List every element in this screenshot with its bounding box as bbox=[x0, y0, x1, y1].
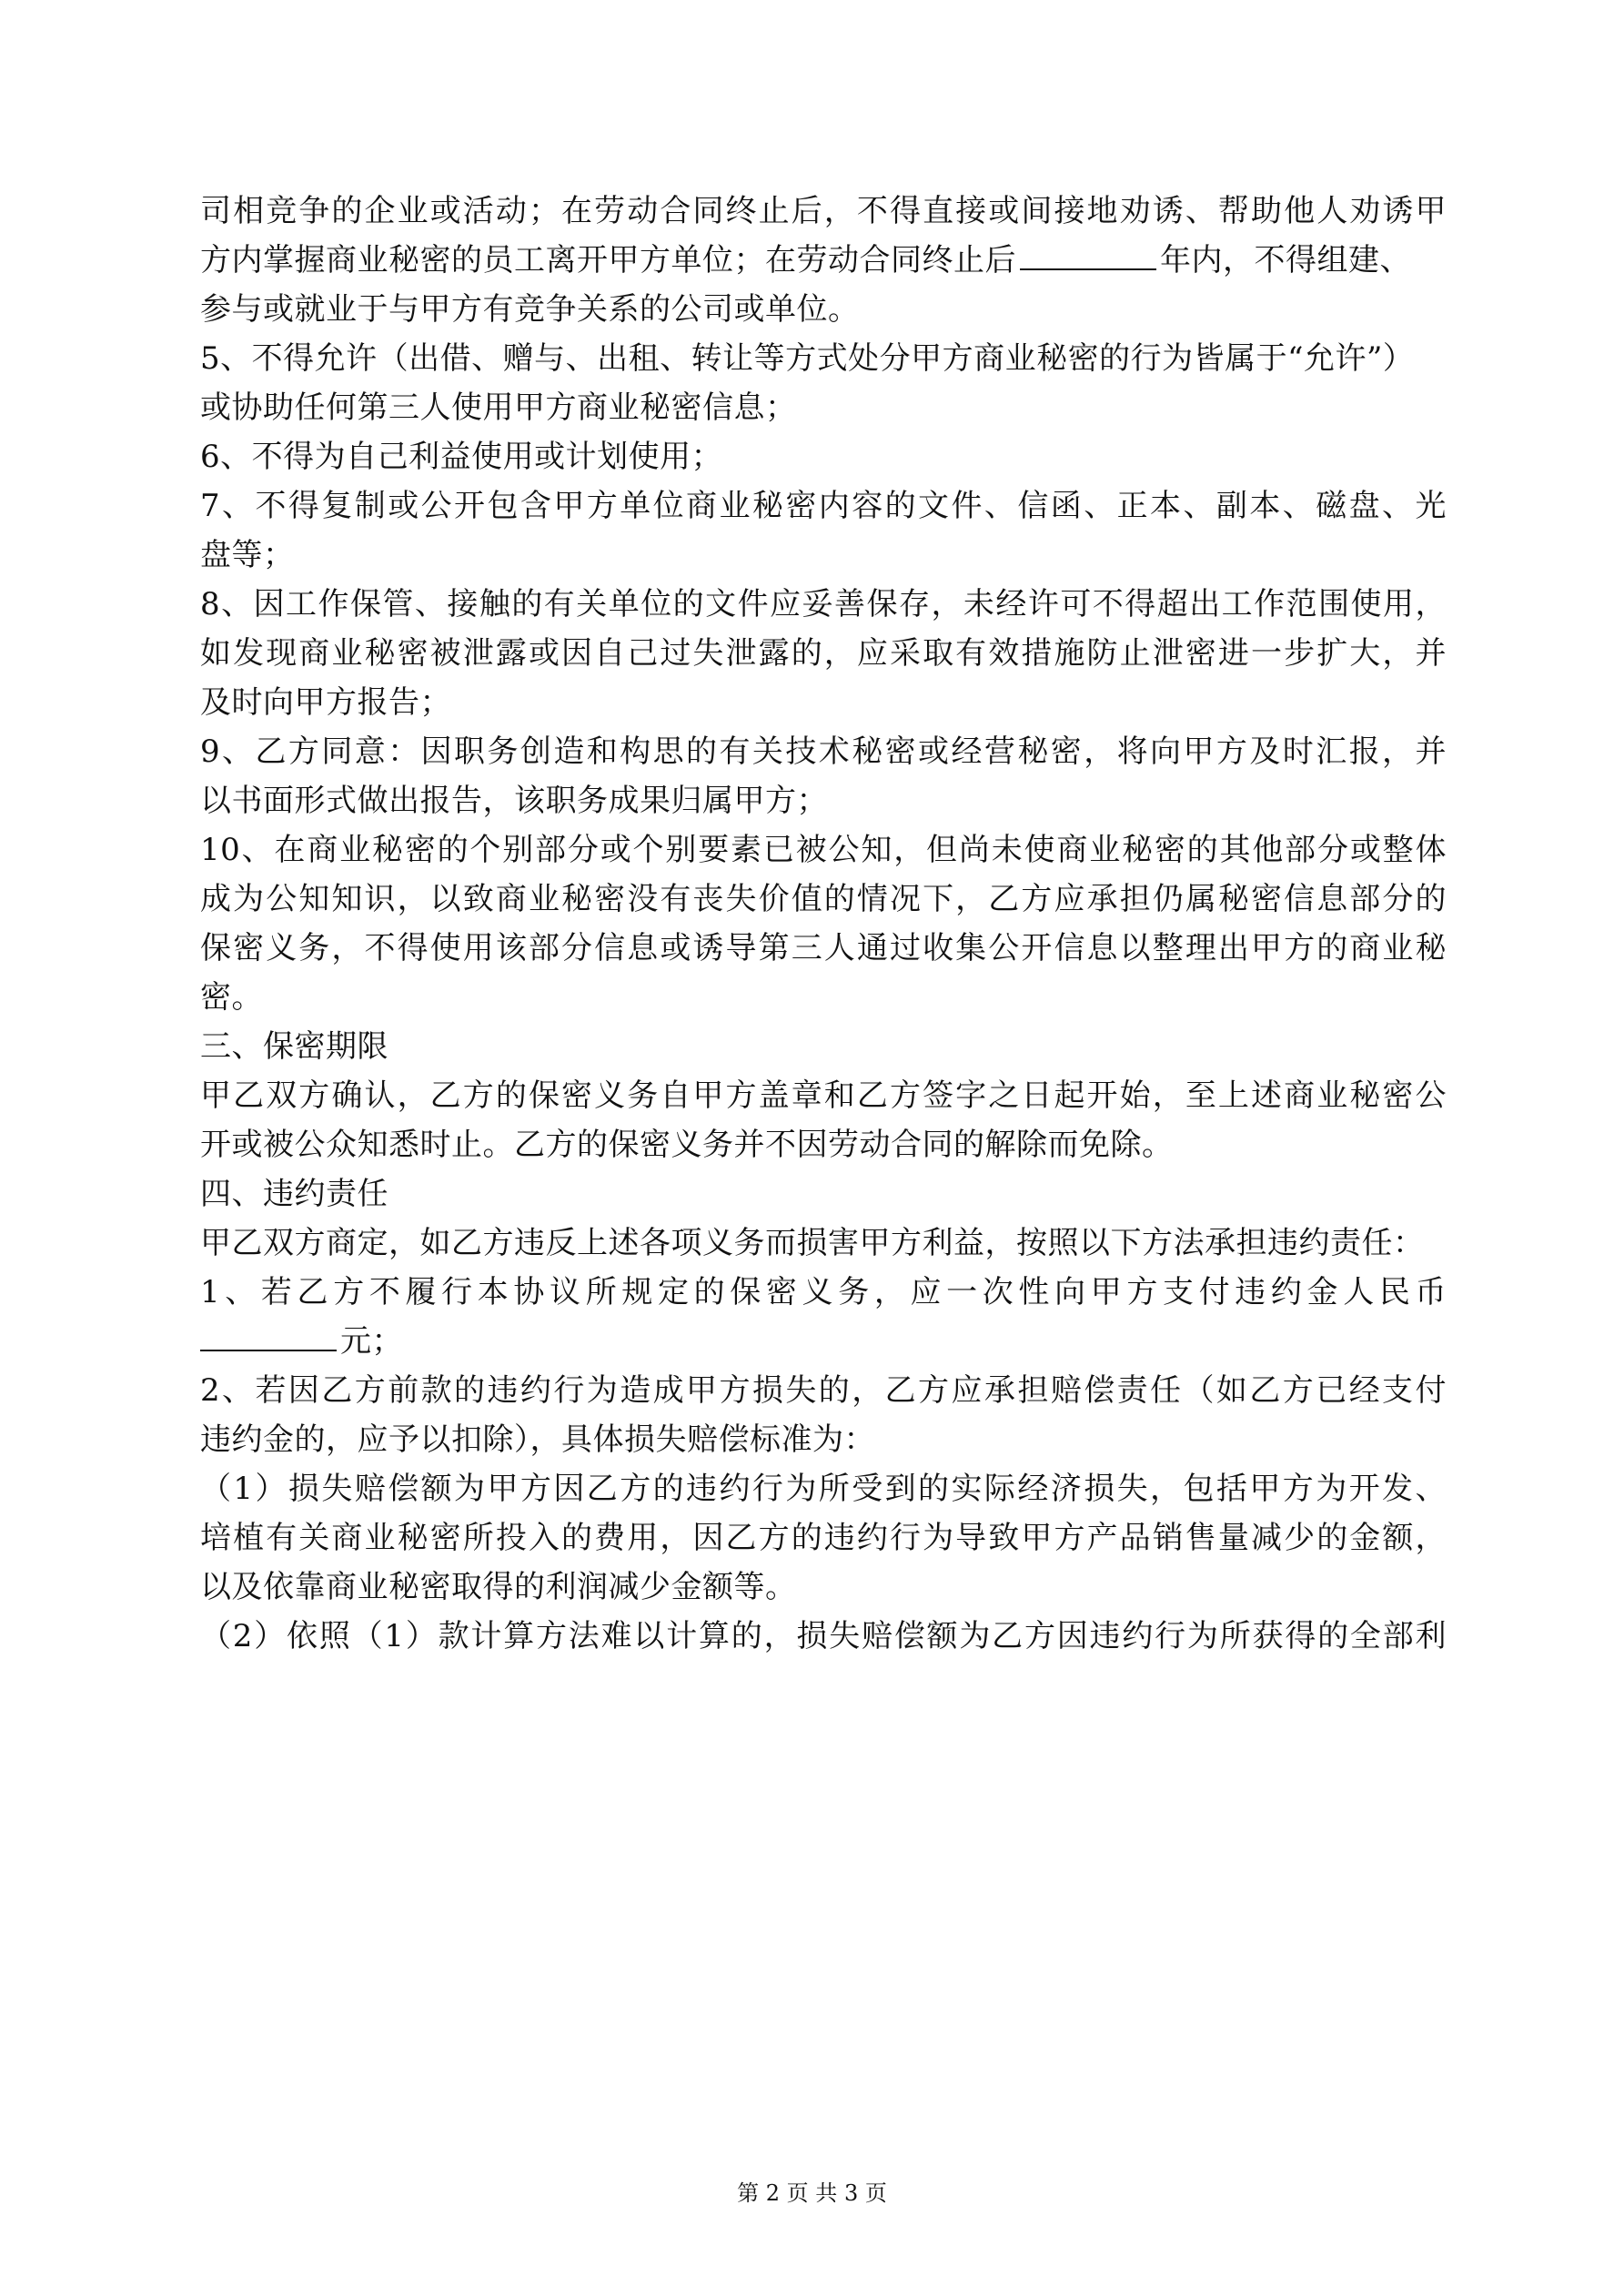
text-line: 8、因工作保管、接触的有关单位的文件应妥善保存，未经许可不得超出工作范围使用， bbox=[200, 586, 1447, 622]
section-heading: 四、违约责任 bbox=[200, 1176, 388, 1212]
document-body bbox=[200, 187, 1447, 1661]
text-line: 保密义务，不得使用该部分信息或诱导第三人通过收集公开信息以整理出甲方的商业秘 bbox=[200, 930, 1447, 966]
text-line: 甲乙双方确认，乙方的保密义务自甲方盖章和乙方签字之日起开始，至上述商业秘密公 bbox=[200, 1077, 1447, 1114]
text-line: 1、若乙方不履行本协议所规定的保密义务，应一次性向甲方支付违约金人民币 bbox=[200, 1274, 1447, 1310]
text-line: 7、不得复制或公开包含甲方单位商业秘密内容的文件、信函、正本、副本、磁盘、光 bbox=[200, 488, 1447, 524]
text-line: 以书面形式做出报告，该职务成果归属甲方； bbox=[200, 783, 828, 819]
text-line: 或协助任何第三人使用甲方商业秘密信息； bbox=[200, 389, 797, 426]
fill-blank bbox=[200, 1322, 337, 1351]
text-line: 9、乙方同意：因职务创造和构思的有关技术秘密或经营秘密，将向甲方及时汇报，并 bbox=[200, 733, 1447, 770]
text-segment: 年内，不得组建、 bbox=[1160, 242, 1411, 278]
text-line bbox=[200, 1317, 1447, 1366]
section-heading: 三、保密期限 bbox=[200, 1028, 388, 1065]
text-line: 10、在商业秘密的个别部分或个别要素已被公知，但尚未使商业秘密的其他部分或整体 bbox=[200, 832, 1447, 868]
text-line: 2、若因乙方前款的违约行为造成甲方损失的，乙方应承担赔偿责任（如乙方已经支付 bbox=[200, 1372, 1447, 1409]
text-segment: 方内掌握商业秘密的员工离开甲方单位；在劳动合同终止后 bbox=[200, 242, 1016, 278]
text-line: 开或被公众知悉时止。乙方的保密义务并不因劳动合同的解除而免除。 bbox=[200, 1127, 1174, 1163]
text-line: 5、不得允许（出借、赠与、出租、转让等方式处分甲方商业秘密的行为皆属于“允许”） bbox=[200, 340, 1415, 377]
text-line: 违约金的，应予以扣除），具体损失赔偿标准为： bbox=[200, 1421, 875, 1458]
text-line bbox=[200, 236, 1447, 285]
text-line: 以及依靠商业秘密取得的利润减少金额等。 bbox=[200, 1569, 797, 1605]
text-line: 盘等； bbox=[200, 537, 295, 573]
text-line: 及时向甲方报告； bbox=[200, 684, 451, 721]
text-line: 参与或就业于与甲方有竞争关系的公司或单位。 bbox=[200, 291, 860, 328]
text-line: 6、不得为自己利益使用或计划使用； bbox=[200, 439, 723, 475]
text-line: （2）依照（1）款计算方法难以计算的，损失赔偿额为乙方因违约行为所获得的全部利 bbox=[200, 1618, 1447, 1654]
text-line: 成为公知知识，以致商业秘密没有丧失价值的情况下，乙方应承担仍属秘密信息部分的 bbox=[200, 881, 1447, 917]
text-line: 如发现商业秘密被泄露或因自己过失泄露的，应采取有效措施防止泄密进一步扩大，并 bbox=[200, 635, 1447, 672]
text-segment: 元； bbox=[340, 1323, 403, 1360]
fill-blank bbox=[1020, 241, 1156, 270]
text-line: 培植有关商业秘密所投入的费用，因乙方的违约行为导致甲方产品销售量减少的金额， bbox=[200, 1520, 1447, 1556]
text-line: 司相竞争的企业或活动；在劳动合同终止后，不得直接或间接地劝诱、帮助他人劝诱甲 bbox=[200, 193, 1447, 229]
text-line: （1）损失赔偿额为甲方因乙方的违约行为所受到的实际经济损失，包括甲方为开发、 bbox=[200, 1471, 1447, 1507]
text-line: 甲乙双方商定，如乙方违反上述各项义务而损害甲方利益，按照以下方法承担违约责任： bbox=[200, 1225, 1425, 1261]
page-number-footer: 第 2 页 共 3 页 bbox=[737, 2180, 887, 2206]
text-line: 密。 bbox=[200, 979, 263, 1016]
